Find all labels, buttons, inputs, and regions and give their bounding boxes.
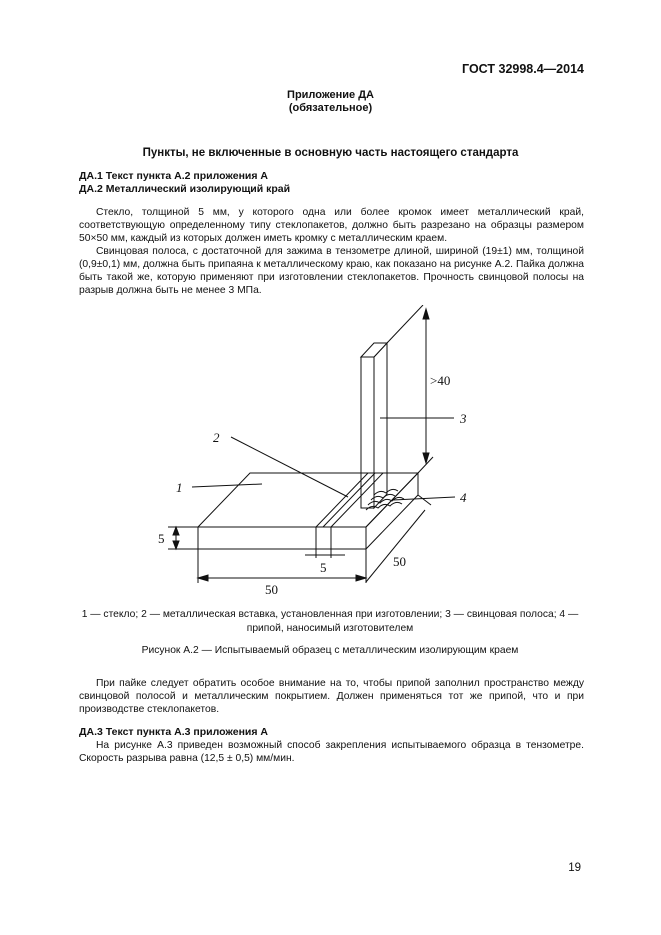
paragraph-lead-strip-text: Свинцовая полоса, с достаточной для зажима в тензометре длиной, шириной (19±1) мм, толщиной (0,9±0,1) мм, должна быть припаяна к металлическому краю, как показано на рисунке А.2. Пайка должна быть такой же, которую применяют при изготовлении стеклопакетов. Прочность свинцовой полосы на разрыв должна быть не менее 3 МПа. xyxy=(79,246,584,296)
dim-depth-label: 50 xyxy=(393,554,406,569)
subhead-da3: ДА.3 Текст пункта А.3 приложения А xyxy=(79,726,269,738)
paragraph-glass-text: Стекло, толщиной 5 мм, у которого одна или более кромок имеет металлический край, соответствующую определенному типу стеклопакетов, должно быть разрезано на образцы размером 50×50 мм, каждый из которых должен иметь кромку с металлическим краем. xyxy=(79,207,584,244)
dim-insert-label: 5 xyxy=(320,560,327,575)
glass-front-face xyxy=(198,527,366,549)
dim-depth-line xyxy=(366,510,425,582)
section-title: Пункты, не включенные в основную часть настоящего стандарта xyxy=(142,147,519,159)
leader-2 xyxy=(231,437,348,497)
figure-caption: Рисунок А.2 — Испытываемый образец с металлическим изолирующим краем xyxy=(141,645,519,656)
page-number: 19 xyxy=(568,862,581,874)
paragraph-mounting-text: На рисунке А.3 приведен возможный способ закрепления испытываемого образца в тензометре. Скорость разрыва равна (12,5 ± 0,5) мм/мин. xyxy=(79,740,584,764)
paragraph-mounting xyxy=(79,739,584,765)
dim-height-label: >40 xyxy=(430,373,451,388)
leader-1 xyxy=(192,484,262,487)
paragraph-soldering-text: При пайке следует обратить особое внимание на то, чтобы припой заполнил пространство между свинцовой полосой и металлическим покрытием. Должен применяться тот же припой, что и при производстве стеклопакетов. xyxy=(79,678,584,715)
subhead-da2: ДА.2 Металлический изолирующий край xyxy=(79,183,291,195)
label-lead-strip: 3 xyxy=(460,411,467,426)
metal-insert xyxy=(316,473,368,527)
appendix-title: Приложение ДА xyxy=(287,89,374,101)
subhead-da1: ДА.1 Текст пункта А.2 приложения А xyxy=(79,170,269,182)
paragraph-lead-strip xyxy=(79,245,584,297)
figure-legend: 1 — стекло; 2 — металлическая вставка, установленная при изготовлении; 3 — свинцовая полоса; 4 — припой, наносимый изготовителем xyxy=(81,609,579,634)
paragraph-soldering xyxy=(79,677,584,716)
label-glass: 1 xyxy=(176,480,183,495)
figure-test-specimen xyxy=(140,305,480,600)
paragraph-glass xyxy=(79,206,584,245)
appendix-heading xyxy=(0,89,661,115)
dim-thickness-label: 5 xyxy=(158,531,165,546)
standard-number: ГОСТ 32998.4—2014 xyxy=(462,62,584,76)
lead-strip-side xyxy=(374,343,387,508)
appendix-subtitle: (обязательное) xyxy=(288,102,373,114)
dim-width-label: 50 xyxy=(265,582,278,597)
label-solder: 4 xyxy=(460,490,467,505)
label-metal-insert: 2 xyxy=(213,430,220,445)
lead-strip-top xyxy=(361,343,387,357)
